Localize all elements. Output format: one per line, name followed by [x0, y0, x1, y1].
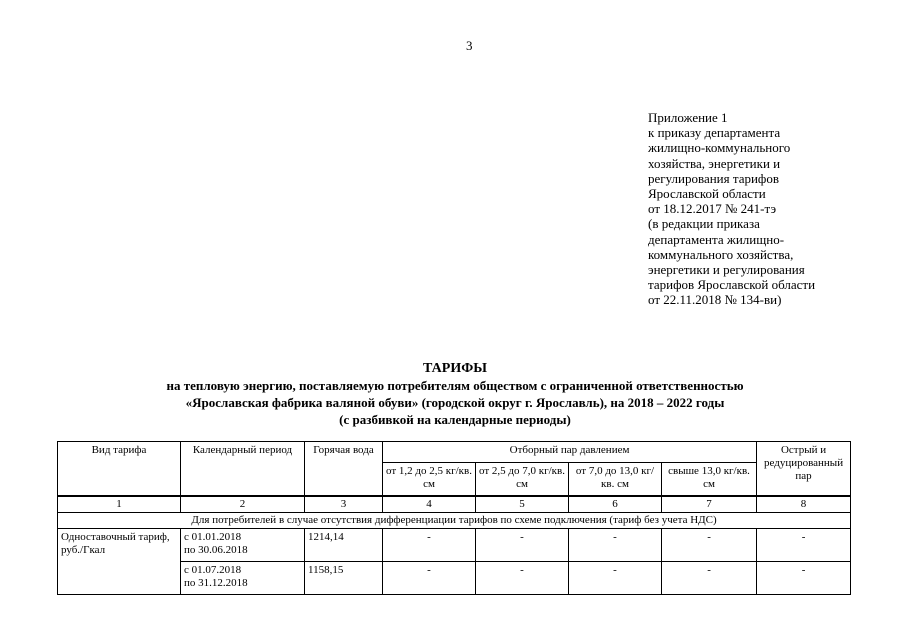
section-title: Для потребителей в случае отсутствия дифференциации тарифов по схеме подключения (тариф без учета НДС) — [58, 513, 851, 529]
steam-4-value: - — [662, 529, 757, 562]
period-cell — [181, 529, 305, 562]
appendix-line: Ярославской области — [648, 186, 766, 202]
document-title — [60, 360, 850, 428]
steam-1-value: - — [383, 529, 476, 562]
sharp-steam-value: - — [757, 562, 851, 595]
column-number: 2 — [181, 496, 305, 513]
steam-3-value: - — [569, 562, 662, 595]
column-number: 3 — [305, 496, 383, 513]
header-steam-group: Отборный пар давлением — [383, 442, 757, 463]
appendix-line: хозяйства, энергетики и — [648, 155, 781, 171]
header-steam-1: от 1,2 до 2,5 кг/кв. см — [383, 463, 476, 497]
period-from: с 01.01.2018 — [184, 531, 242, 543]
page-number: 3 — [466, 38, 473, 53]
period-from: с 01.07.2018 — [184, 564, 242, 576]
title-line-2: «Ярославская фабрика валяной обуви» (городской округ г. Ярославль), на 2018 – 2022 годы — [185, 395, 725, 410]
hot-water-value: 1158,15 — [305, 562, 383, 595]
hot-water-value: 1214,14 — [305, 529, 383, 562]
table-row — [58, 529, 851, 562]
header-tariff-type: Вид тарифа — [58, 442, 181, 497]
steam-2-value: - — [476, 529, 569, 562]
steam-1-value: - — [383, 562, 476, 595]
steam-2-value: - — [476, 562, 569, 595]
header-steam-3: от 7,0 до 13,0 кг/кв. см — [569, 463, 662, 497]
header-steam-2: от 2,5 до 7,0 кг/кв. см — [476, 463, 569, 497]
appendix-line: энергетики и регулирования — [648, 262, 805, 278]
header-hot-water: Горячая вода — [305, 442, 383, 497]
header-steam-4: свыше 13,0 кг/кв. см — [662, 463, 757, 497]
tariff-table — [57, 441, 851, 595]
appendix-line: департамента жилищно- — [648, 231, 785, 247]
column-number: 7 — [662, 496, 757, 513]
column-numbering-row — [58, 496, 851, 513]
period-to: по 31.12.2018 — [184, 577, 248, 589]
period-cell — [181, 562, 305, 595]
column-number: 8 — [757, 496, 851, 513]
title-line-3: (с разбивкой на календарные периоды) — [339, 412, 571, 427]
sharp-steam-value: - — [757, 529, 851, 562]
appendix-reference — [648, 110, 898, 308]
steam-4-value: - — [662, 562, 757, 595]
column-number: 6 — [569, 496, 662, 513]
appendix-line: коммунального хозяйства, — [648, 246, 794, 262]
appendix-line: от 22.11.2018 № 134-ви) — [648, 292, 782, 308]
column-number: 5 — [476, 496, 569, 513]
appendix-line: к приказу департамента — [648, 125, 781, 141]
title-line-1: на тепловую энергию, поставляемую потребителям обществом с ограниченной ответственностью — [166, 378, 744, 393]
appendix-line: регулирования тарифов — [648, 170, 779, 186]
appendix-line: (в редакции приказа — [648, 216, 760, 232]
appendix-line: от 18.12.2017 № 241-тэ — [648, 201, 777, 217]
header-sharp-steam: Острый и редуцированный пар — [757, 442, 851, 497]
period-to: по 30.06.2018 — [184, 544, 248, 556]
appendix-line: жилищно-коммунального — [648, 140, 791, 156]
section-row — [58, 513, 851, 529]
column-number: 4 — [383, 496, 476, 513]
title-main: ТАРИФЫ — [423, 361, 487, 376]
column-number: 1 — [58, 496, 181, 513]
header-period: Календарный период — [181, 442, 305, 497]
tariff-name: Одноставочный тариф, руб./Гкал — [58, 529, 181, 595]
appendix-line: тарифов Ярославской области — [648, 277, 816, 293]
steam-3-value: - — [569, 529, 662, 562]
appendix-line: Приложение 1 — [648, 110, 728, 125]
